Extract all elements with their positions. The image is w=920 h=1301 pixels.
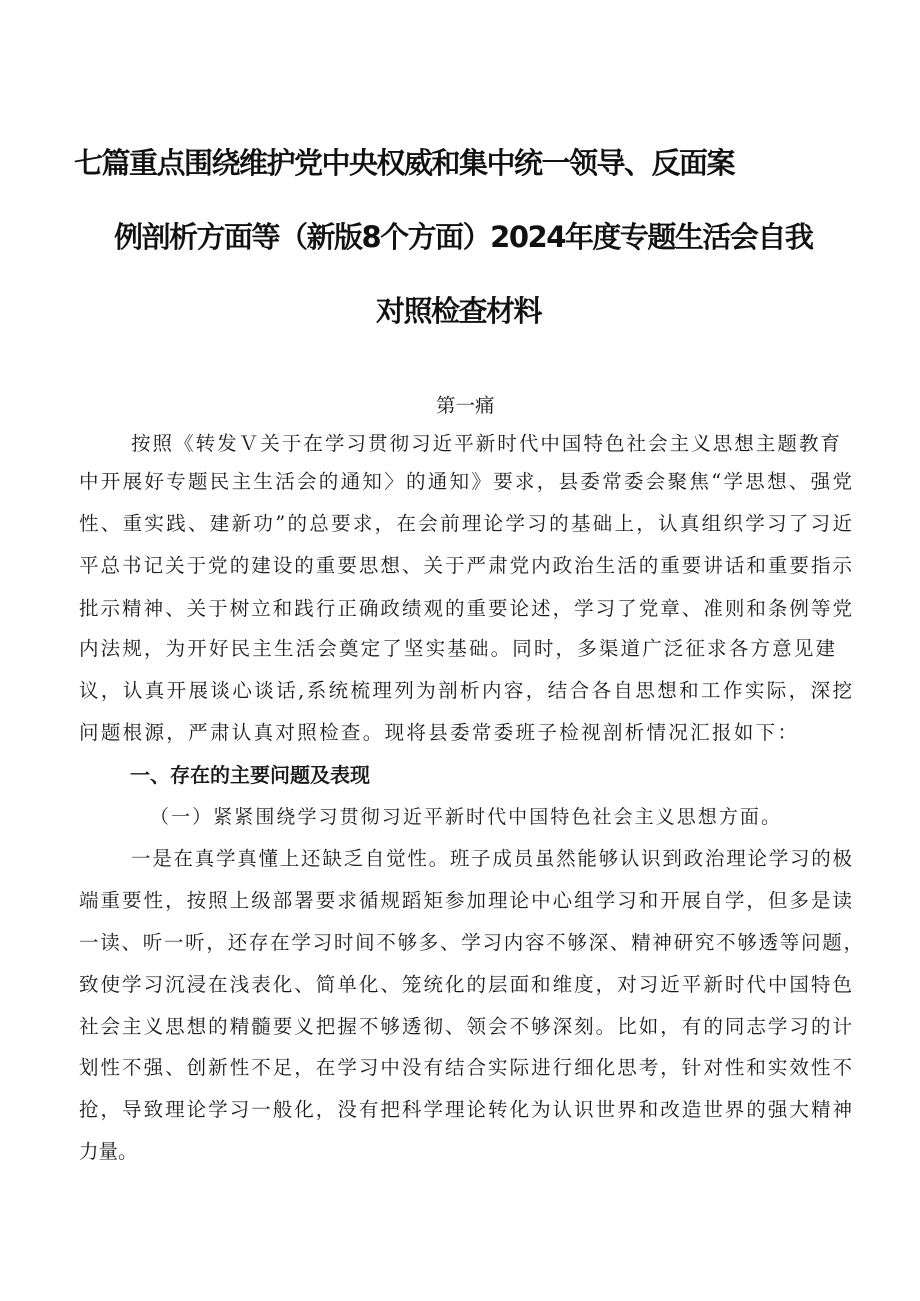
paragraph-line: 社会主义思想的精髓要义把握不够透彻、领会不够深刻。比如，有的同志学习的计 xyxy=(79,1015,852,1038)
paragraph-line: 性、重实践、建新功”的总要求，在会前理论学习的基础上，认真组织学习了习近 xyxy=(79,512,852,535)
title-line: 例剖析方面等（新版8个方面）2024年度专题生活会自我 xyxy=(114,220,813,254)
paragraph-line: 议，认真开展谈心谈话,系统梳理列为剖析内容，结合各自思想和工作实际，深挖 xyxy=(79,679,852,702)
paragraph-line: 抢，导致理论学习一般化，没有把科学理论转化为认识世界和改造世界的强大精神 xyxy=(79,1098,852,1121)
section-label: 第一痛 xyxy=(436,394,495,417)
subsection-heading: （一）紧紧围绕学习贯彻习近平新时代中国特色社会主义思想方面。 xyxy=(150,806,780,828)
paragraph-line: 一读、听一听，还存在学习时间不够多、学习内容不够深、精神研究不够透等问题， xyxy=(79,931,863,954)
paragraph-line: 内法规，为开好民主生活会奠定了坚实基础。同时，多渠道广泛征求各方意见建 xyxy=(79,637,835,660)
paragraph-line: 一是在真学真懂上还缺乏自觉性。班子成员虽然能够认识到政治理论学习的极 xyxy=(131,847,852,870)
paragraph-line: 中开展好专题民主生活会的通知〉的通知》要求，县委常委会聚焦“学思想、强党 xyxy=(79,470,852,493)
paragraph-line: 端重要性，按照上级部署要求循规蹈矩参加理论中心组学习和开展自学，但多是读 xyxy=(79,889,852,912)
paragraph-line: 平总书记关于党的建设的重要思想、关于严肃党内政治生活的重要讲话和重要指示 xyxy=(79,554,852,577)
paragraph-line: 按照《转发Ｖ关于在学习贯彻习近平新时代中国特色社会主义思想主题教育 xyxy=(131,432,840,455)
section-heading: 一、存在的主要问题及表现 xyxy=(130,763,370,787)
paragraph-line: 致使学习沉浸在浅表化、简单化、笼统化的层面和维度，对习近平新时代中国特色 xyxy=(79,973,852,996)
paragraph-line: 力量。 xyxy=(79,1140,138,1163)
document-title xyxy=(60,138,860,360)
paragraph-line: 批示精神、关于树立和践行正确政绩观的重要论述，学习了党章、准则和条例等党 xyxy=(79,597,852,620)
paragraph-line: 问题根源，严肃认真对照检查。现将县委常委班子检视剖析情况汇报如下： xyxy=(79,721,797,744)
paragraph-line: 划性不强、创新性不足，在学习中没有结合实际进行细化思考，针对性和实效性不 xyxy=(79,1056,852,1079)
title-line: 七篇重点围绕维护党中央权威和集中统一领导、反面案 xyxy=(74,146,735,180)
title-line: 对照检查材料 xyxy=(376,294,542,328)
